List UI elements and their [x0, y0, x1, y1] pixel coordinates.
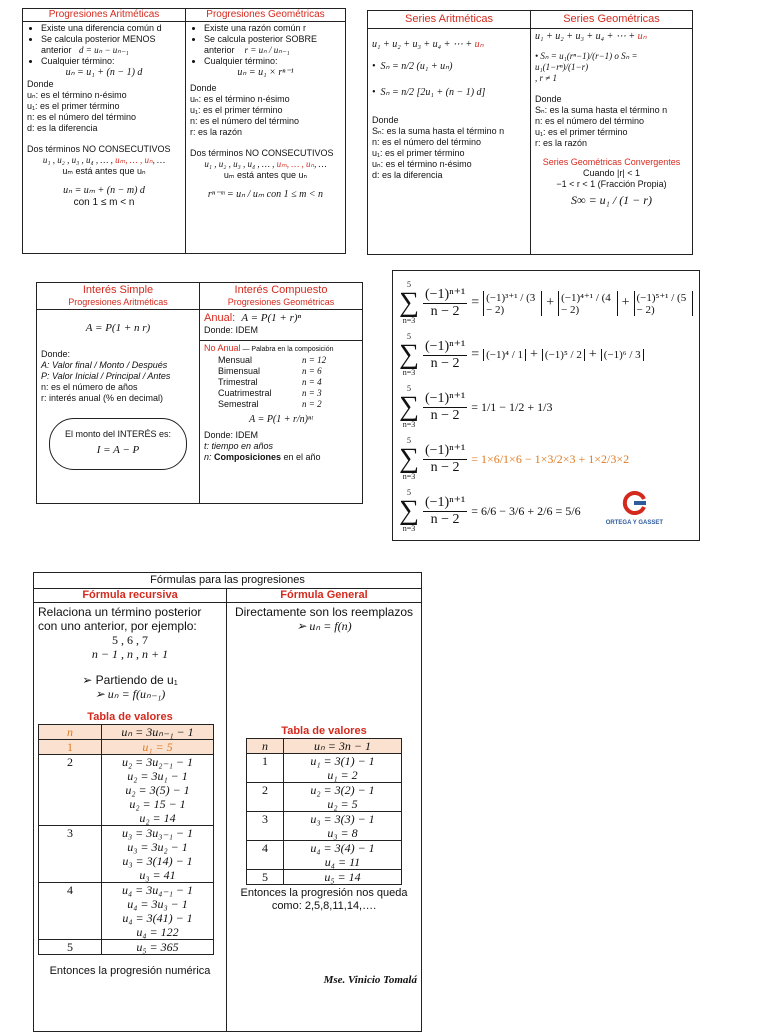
sum-row: [399, 433, 693, 485]
period-item: [204, 366, 358, 377]
recursive-values-table: [38, 724, 214, 955]
general-title: Fórmula General: [227, 589, 421, 603]
series-arith-title: Series Aritméticas: [368, 11, 530, 29]
sum-row: 5 ∑ n=3 $\frac{\text{(−1)ⁿ⁺¹}}{n - 2}$ = (−1)³⁺¹ / (3 − 2) + (−1)⁴⁺¹ / (4 − 2) + (−1)⁵⁺¹ / (5 − 2): [399, 277, 693, 329]
period-n: n = 6: [302, 366, 322, 376]
bracket-term: (−1)⁴⁺¹ / (4 − 2): [558, 291, 618, 316]
period-name: Cuatrimestral: [218, 388, 272, 398]
table-row: 1 u₁ = 3(1) − 1 u₁ = 2: [247, 754, 402, 783]
expansion: = 1×6/1×6 − 1×3/2×3 + 1×2/3×2: [471, 451, 630, 466]
sum-row: 5 ∑ n=3 $\frac{\text{(−1)ⁿ⁺¹}}{n - 2}$ = (−1)⁴ / 1 + (−1)⁵ / 2 + (−1)⁶ / 3: [399, 329, 693, 381]
arith-list: • Existe una diferencia común d • Se calcula posterior MENOS: [27, 23, 181, 45]
general-values-table: [246, 738, 402, 885]
expansion: = 1/1 − 1/2 + 1/3: [471, 399, 553, 414]
period-list: [204, 355, 358, 410]
interes-compuesto-title: Interés Compuesto: [234, 284, 328, 296]
table-header: n uₙ = 3n − 1: [247, 739, 402, 754]
interest-oval: El monto del INTERÉS es: I = A − P: [49, 418, 187, 470]
arith-title: Progresiones Aritméticas: [23, 9, 185, 22]
table-header: n uₙ = 3uₙ₋₁ − 1: [39, 725, 214, 740]
period-n: n = 4: [302, 377, 322, 387]
series-geom-title: Series Geométricas: [531, 11, 692, 29]
recursiva-title: Fórmula recursiva: [34, 589, 226, 603]
period-name: Semestral: [218, 399, 259, 409]
table-row: 4 u₄ = 3u₄₋₁ − 1 u₄ = 3u₃ − 1 u₄ = 3(41) − 1 u₄ = 122: [39, 883, 214, 940]
bracket-term: (−1)⁶ / 3: [601, 349, 644, 361]
period-item: [204, 399, 358, 410]
bracket-term: (−1)⁵⁺¹ / (5 − 2): [634, 291, 694, 316]
period-name: Bimensual: [218, 366, 261, 376]
table-row: 2 u₂ = 3(2) − 1 u₂ = 5: [247, 783, 402, 812]
sigma-symbol: 5 ∑ n=3: [399, 280, 419, 325]
period-n: n = 2: [302, 399, 322, 409]
interes-simple-title: Interés Simple: [82, 284, 154, 296]
table-row: 5 u₅ = 14: [247, 870, 402, 885]
sigma-symbol: 5 ∑ n=3: [399, 436, 419, 481]
formulas-title: Fórmulas para las progresiones: [34, 573, 421, 589]
sum-term-fraction: $\frac{\text{(−1)ⁿ⁺¹}}{n - 2}$: [424, 390, 466, 423]
interes-box: Interés Simple Progresiones Aritméticas A = P(1 + n r) Donde: A: Valor final / Monto / Después P: Valor Inicial / Principal / Antes n: es el número de años r: interés anual (% en decimal) El monto del INTERÉS es: I = A − P Interés Compuesto Progresiones Geométricas Anual: A = P(1 + r)ⁿ Donde: IDEM No Anual — Palabra en la composición Mensual n = 12 Bimensual n = 6 Trimestral n = 4 Cuatrimestral n = 3 Semestral n = 2 A = P(1 + r/n)ⁿᵗ Donde: IDEM t: tiempo en años n: Composiciones en el año: [36, 282, 363, 504]
sigma-symbol: 5 ∑ n=3: [399, 384, 419, 429]
table-row: 4 u₄ = 3(4) − 1 u₄ = 11: [247, 841, 402, 870]
signature: Mse. Vinicio Tomalá: [323, 974, 417, 986]
sum-row: [399, 381, 693, 433]
table-row: 3 u₃ = 3(3) − 1 u₃ = 8: [247, 812, 402, 841]
table-row: 5 u₅ = 365: [39, 940, 214, 955]
ortega-logo: ORTEGA Y GASSET: [606, 491, 663, 526]
sigma-symbol: 5 ∑ n=3: [399, 332, 419, 377]
bracket-term: (−1)³⁺¹ / (3 − 2): [483, 291, 542, 316]
table-row: 2 u₂ = 3u₂₋₁ − 1 u₂ = 3u₁ − 1 u₂ = 3(5) − 1 u₂ = 15 − 1 u₂ = 14: [39, 755, 214, 826]
bracket-term: (−1)⁴ / 1: [483, 349, 526, 361]
table-row: 3 u₃ = 3u₃₋₁ − 1 u₃ = 3u₂ − 1 u₃ = 3(14) − 1 u₃ = 41: [39, 826, 214, 883]
bracket-term: (−1)⁵ / 2: [542, 349, 585, 361]
formulas-box: Fórmulas para las progresiones Fórmula recursiva Relaciona un término posterior con uno anterior, por ejemplo: 5 , 6 , 7 n − 1 , n , n + 1 ➢ Partiendo de u₁ ➢ uₙ = f(uₙ₋₁) Tabla de valores n uₙ = 3uₙ₋₁ − 1 1 u₁ = 5 2 u₂ = 3u₂₋₁ − 1 u₂ = 3u₁ − 1 u₂ = 3(5) − 1 u₂ = 15 − 1 u₂ = 14 3 u₃ = 3u₃₋₁ − 1 u₃ = 3u₂ − 1 u₃ = 3(14) − 1 u₃ = 41 4 u₄ = 3u₄₋₁ − 1 u₄ = 3u₃ − 1 u₄ = 3(41) − 1 u₄ = 122 5 u₅ = 365 Entonces la progresión numérica Fórmula General Directamente son los reemplazos ➢ uₙ = f(n) Tabla de valores n uₙ = 3n − 1 1 u₁ = 3(1) − 1 u₁ = 2 2 u₂ = 3(2) − 1 u₂ = 5 3 u₃ = 3(3) − 1 u₃ = 8 4 u₄ = 3(4) − 1 u₄ = 11 5 u₅ = 14 Entonces la progresión nos queda como: 2,5,8,11,14,…. Mse. Vinicio Tomalá: [33, 572, 422, 1032]
table-row: 1 u₁ = 5: [39, 740, 214, 755]
period-n: n = 3: [302, 388, 322, 398]
convergent-title: Series Geométricas Convergentes: [542, 157, 681, 167]
sum-term-fraction: $\frac{\text{(−1)ⁿ⁺¹}}{n - 2}$: [424, 338, 466, 371]
period-name: Trimestral: [218, 377, 258, 387]
series-box: Series Aritméticas u₁ + u₂ + u₃ + u₄ + ⋯ + uₙ • Sₙ = n/2 (u₁ + uₙ) • Sₙ = n/2 [2u₁ + (n − 1) d] Donde Sₙ: es la suma hasta el término n n: es el número del término u₁: es el primer término uₙ: es el término n-ésimo d: es la diferencia Series Geométricas u₁ + u₂ + u₃ + u₄ + ⋯ + uₙ • Sₙ = u₁(rⁿ−1)/(r−1) o Sₙ = u₁(1−rⁿ)/(1−r) , r ≠ 1 Donde Sₙ: es la suma hasta el término n n: es el número del término u₁: es el primer término r: es la razón Series Geométricas Convergentes Cuando |r| < 1 −1 < r < 1 (Fracción Propia) S∞ = u₁ / (1 − r): [367, 10, 693, 255]
arith-term-formula: uₙ = u₁ + (n − 1) d: [65, 67, 143, 78]
sigma-symbol: 5 ∑ n=3: [399, 488, 419, 533]
period-item: [204, 388, 358, 399]
sum-term-fraction: $\frac{\text{(−1)ⁿ⁺¹}}{n - 2}$: [424, 494, 466, 527]
period-name: Mensual: [218, 355, 253, 365]
period-n: n = 12: [302, 355, 327, 365]
ortega-logo-icon: [620, 491, 648, 515]
progresiones-box: Progresiones Aritméticas • Existe una diferencia común d • Se calcula posterior MENOS anterior d = uₙ − uₙ₋₁ • Cualquier término: uₙ = u₁ + (n − 1) d Donde uₙ: es el término n-ésimo u₁: es el primer término n: es el número del término d: es la diferencia Dos términos NO CONSECUTIVOS u₁ , u₂ , u₃ , u₄ , … , uₘ, … , uₙ, … uₘ está antes que uₙ uₙ = uₘ + (n − m) d con 1 ≤ m < n Progresiones Geométricas • Existe una razón común r • Se calcula posterior SOBRE anterior r = uₙ / uₙ₋₁ • Cualquier término: uₙ = u₁ × rⁿ⁻¹ Donde uₙ: es el término n-ésimo u₁: es el primer término n: es el número del término r: es la razón Dos términos NO CONSECUTIVOS u₁ , u₂ , u₃ , u₄ , … , uₘ, … , uₙ, … uₘ está antes que uₙ rⁿ⁻ᵐ = uₙ / uₘ con 1 ≤ m < n: [22, 8, 346, 254]
sum-term-fraction: $\frac{\text{(−1)ⁿ⁺¹}}{n - 2}$: [424, 442, 466, 475]
geom-title: Progresiones Geométricas: [186, 9, 345, 22]
sum-term-fraction: $\frac{\text{(−1)ⁿ⁺¹}}{n - 2}$: [424, 286, 466, 319]
period-item: [204, 377, 358, 388]
period-item: [204, 355, 358, 366]
expansion: = 6/6 − 3/6 + 2/6 = 5/6: [471, 503, 581, 518]
sumatoria-box: [392, 270, 700, 541]
